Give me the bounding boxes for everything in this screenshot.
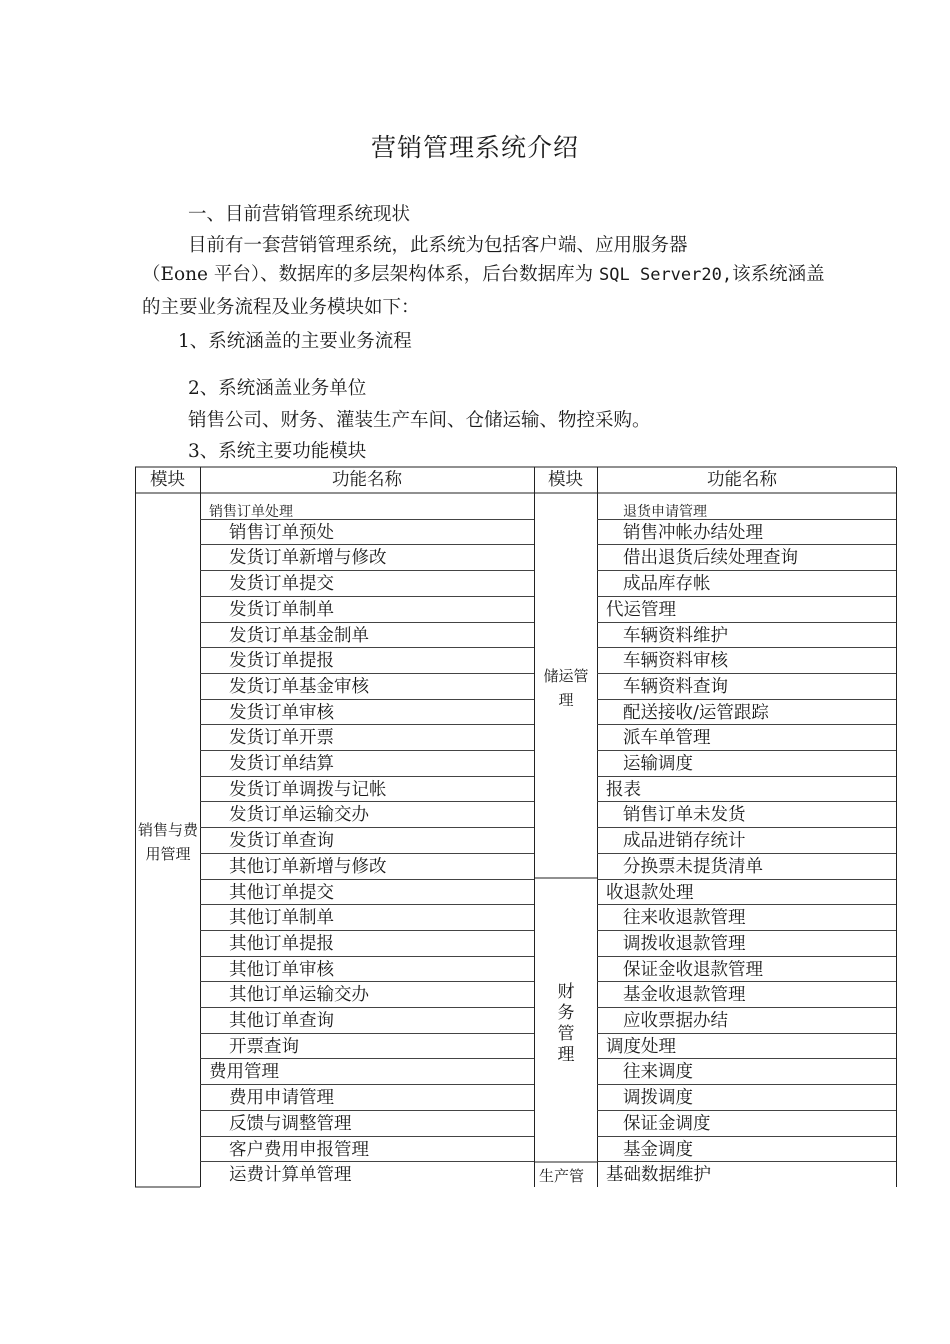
section-1-line-2 [142,263,825,287]
left-function-row-7: 发货订单基金审核 [229,676,369,697]
left-function-row-5: 发货订单基金制单 [229,625,369,646]
left-function-row-2: 发货订单新增与修改 [229,548,387,569]
left-function-row-8: 发货订单审核 [229,702,334,723]
left-function-row-20: 其他订单查询 [229,1011,334,1031]
module-sales-expense: 销售与费 用管理 [137,821,198,863]
right-function-row-22: 往来调度 [623,1062,693,1083]
right-function-row-18: 保证金收退款管理 [623,959,763,980]
right-function-row-7: 车辆资料查询 [623,676,728,697]
right-function-row-17: 调拨收退款管理 [623,933,746,954]
right-function-row-11: 报表 [606,779,641,800]
left-function-row-12: 发货订单运输交办 [229,805,369,826]
section-1-heading: 一、目前营销管理系统现状 [188,204,411,225]
section-1-line-1: 目前有一套营销管理系统，此系统为包括客户端、应用服务器 [188,235,688,256]
right-function-row-4: 代运管理 [606,599,676,620]
left-function-row-21: 开票查询 [229,1036,299,1057]
right-function-row-16: 往来收退款管理 [623,908,746,929]
right-function-row-15: 收退款处理 [606,882,694,903]
left-function-row-16: 其他订单制单 [229,908,334,929]
left-function-row-13: 发货订单查询 [229,831,334,852]
section-1-line-2-part-a: （Eone 平台）、数据库的多层架构体系，后台数据库为 [142,264,594,285]
left-function-row-22: 费用管理 [209,1062,279,1083]
right-function-row-0: 退货申请管理 [623,504,707,520]
left-function-row-15: 其他订单提交 [229,882,334,903]
item-2-heading: 2、系统涵盖业务单位 [188,378,367,399]
right-function-row-25: 基金调度 [623,1139,693,1160]
header-function-right: 功能名称 [707,470,777,490]
right-function-row-6: 车辆资料审核 [623,651,728,672]
left-function-row-4: 发货订单制单 [229,599,334,620]
left-function-row-9: 发货订单开票 [229,728,334,749]
left-function-row-18: 其他订单审核 [229,959,334,980]
right-function-row-13: 成品进销存统计 [623,831,746,852]
right-function-row-3: 成品库存帐 [623,574,711,595]
left-function-row-6: 发货订单提报 [229,651,334,672]
item-2-text: 销售公司、财务、灌装生产车间、仓储运输、物控采购。 [188,410,651,431]
right-function-row-12: 销售订单未发货 [623,805,746,826]
left-function-row-1: 销售订单预处 [229,522,334,543]
right-function-row-1: 销售冲帐办结处理 [623,522,763,543]
right-function-row-2: 借出退货后续处理查询 [623,548,798,569]
module-production: 生产管 [539,1167,585,1185]
section-1-line-2-part-b: SQL Server20, [599,265,733,285]
document-title: 营销管理系统介绍 [370,133,579,162]
left-function-row-3: 发货订单提交 [229,574,334,595]
item-3-heading: 3、系统主要功能模块 [188,441,367,462]
left-function-row-17: 其他订单提报 [229,933,334,954]
right-function-row-20: 应收票据办结 [623,1011,728,1031]
right-function-row-5: 车辆资料维护 [623,625,728,646]
right-function-row-10: 运输调度 [623,754,693,774]
left-function-row-0: 销售订单处理 [209,504,293,520]
left-function-row-10: 发货订单结算 [229,754,334,774]
left-function-row-24: 反馈与调整管理 [229,1113,352,1134]
header-module-left: 模块 [150,470,185,490]
header-module-right: 模块 [548,470,583,490]
left-function-row-19: 其他订单运输交办 [229,985,369,1006]
left-function-row-26: 运费计算单管理 [229,1165,352,1186]
section-1-line-3: 的主要业务流程及业务模块如下： [142,297,420,318]
left-function-row-14: 其他订单新增与修改 [229,856,387,877]
header-function-left: 功能名称 [332,470,402,490]
right-function-row-26: 基础数据维护 [606,1165,711,1186]
right-function-row-23: 调拨调度 [623,1088,693,1109]
right-function-row-19: 基金收退款管理 [623,985,746,1006]
right-function-row-14: 分换票未提货清单 [623,856,763,877]
right-function-row-24: 保证金调度 [623,1113,711,1134]
left-function-row-25: 客户费用申报管理 [229,1139,369,1160]
right-function-row-21: 调度处理 [606,1036,676,1057]
left-function-row-11: 发货订单调拨与记帐 [229,779,387,800]
right-function-row-9: 派车单管理 [623,728,711,749]
module-storage-transport: 储运管 理 [543,667,589,709]
left-function-row-23: 费用申请管理 [229,1088,334,1109]
right-function-row-8: 配送接收/运管跟踪 [623,702,769,723]
section-1-line-2-part-c: 该系统涵盖 [732,264,825,285]
module-finance: 财 务 管 理 [557,982,575,1065]
item-1-heading: 1、系统涵盖的主要业务流程 [178,331,412,352]
